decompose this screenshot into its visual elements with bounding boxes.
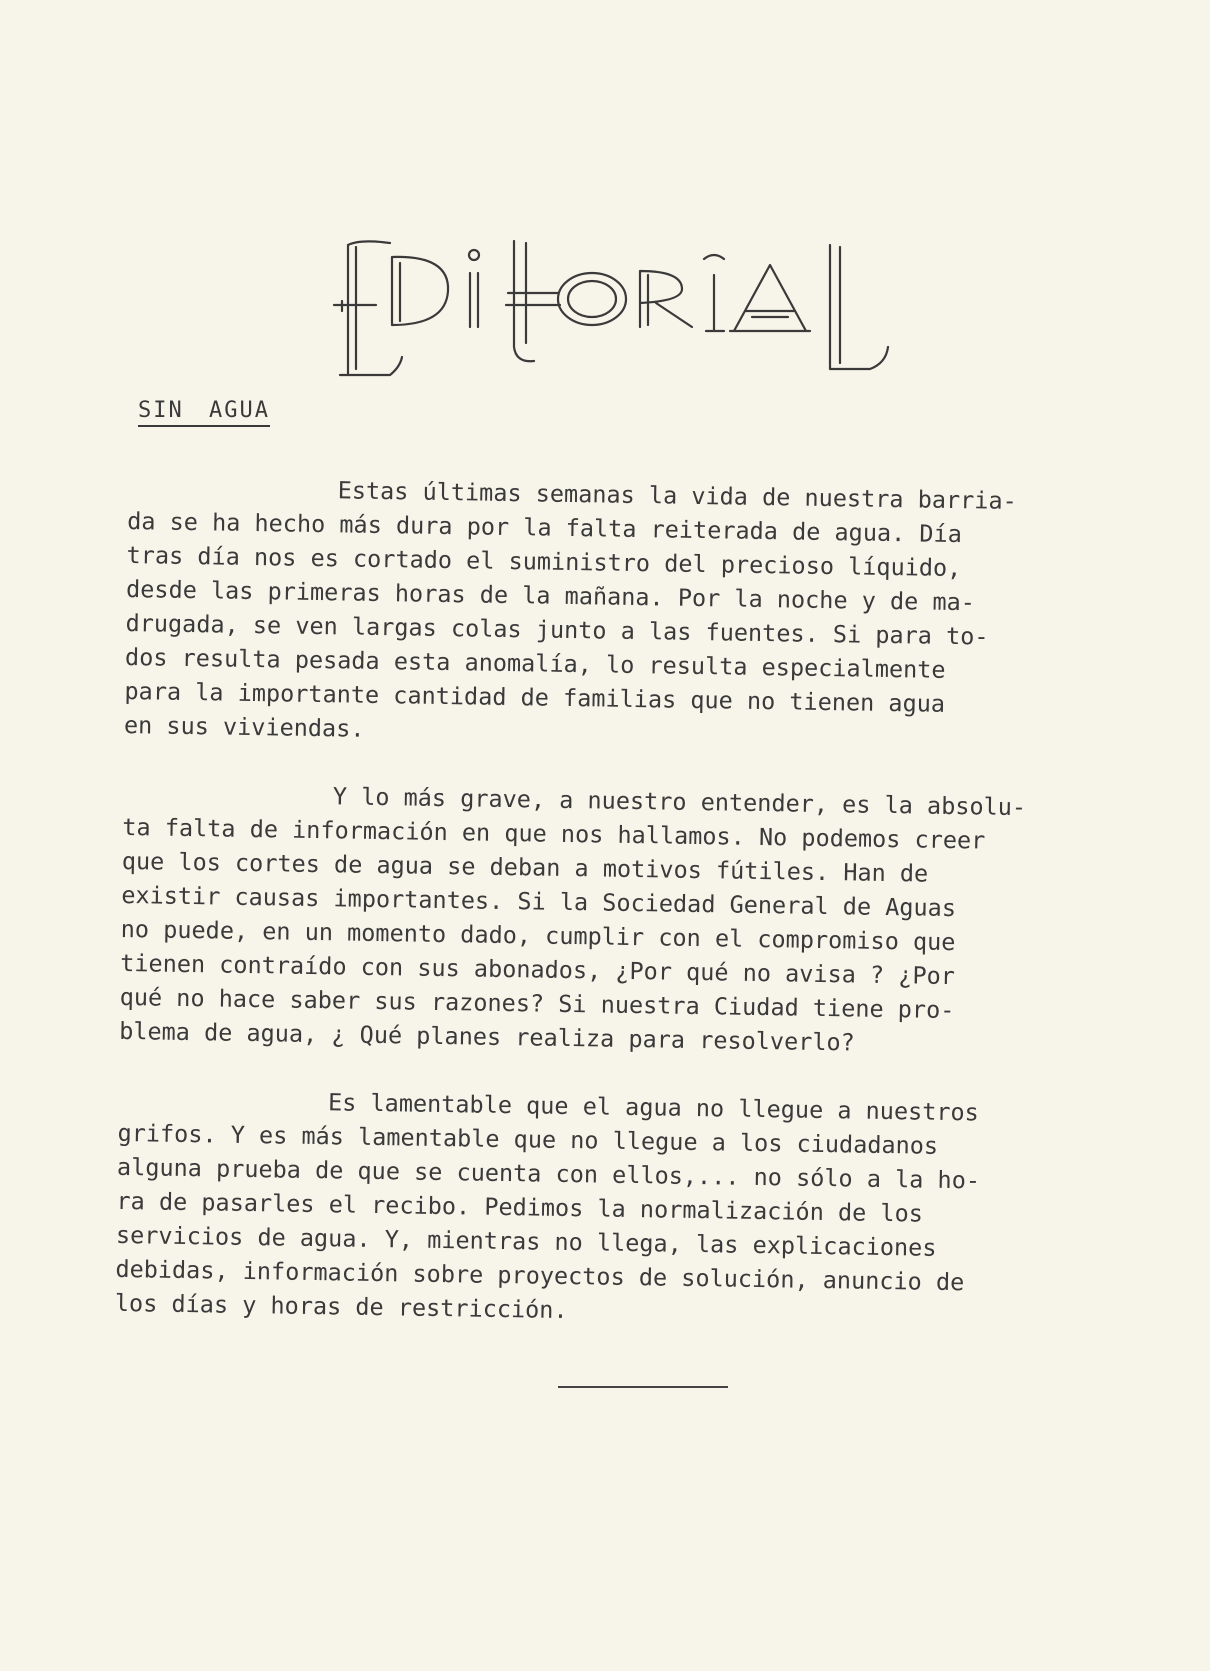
text-line: ta falta de información en que nos hallamos. No podemos creer <box>122 812 986 855</box>
text-line: que los cortes de agua se deban a motivos fútiles. Han de <box>121 846 929 888</box>
text-line: servicios de agua. Y, mientras no llega, las explicaciones <box>115 1220 937 1262</box>
text-line: Es lamentable que el agua no llegue a nuestros <box>327 1088 980 1127</box>
paragraph <box>115 1082 1179 1337</box>
closing-rule <box>558 1386 728 1388</box>
section-title: SIN AGUA <box>138 398 270 427</box>
text-line: debidas, información sobre proyectos de solución, anuncio de <box>115 1254 965 1297</box>
text-line: tienen contraído con sus abonados, ¿Por qué no avisa ? ¿Por <box>120 948 956 991</box>
text-line: qué no hace saber sus razones? Si nuestra Ciudad tiene pro- <box>119 982 955 1025</box>
text-line: Y lo más grave, a nuestro entender, es la absolu- <box>332 782 1027 822</box>
paragraph <box>119 776 1183 1065</box>
text-line: alguna prueba de que se cuenta con ellos,... no sólo a la ho- <box>116 1152 981 1195</box>
text-line: los días y horas de restricción. <box>114 1288 568 1325</box>
masthead-editorial <box>330 235 940 395</box>
editorial-hand-lettering <box>330 235 940 395</box>
text-line: ra de pasarles el recibo. Pedimos la normalización de los <box>116 1186 924 1228</box>
text-line: para la importante cantidad de familias que no tienen agua <box>124 676 946 718</box>
text-line: da se ha hecho más dura por la falta reiterada de agua. Día <box>126 506 963 549</box>
editorial-body <box>114 470 1188 1371</box>
text-line: drugada, se ven largas colas junto a las fuentes. Si para to- <box>125 608 989 651</box>
text-line: no puede, en un momento dado, cumplir con el compromiso que <box>120 914 956 957</box>
text-line: dos resulta pesada esta anomalía, lo resulta especialmente <box>124 642 946 684</box>
text-line: desde las primeras horas de la mañana. Por la noche y de ma- <box>125 574 976 617</box>
text-line: blema de agua, ¿ Qué planes realiza para resolverlo? <box>118 1016 856 1057</box>
text-line: en sus viviendas. <box>123 710 365 743</box>
text-line: grifos. Y es más lamentable que no llegue a los ciudadanos <box>117 1118 939 1160</box>
text-line: tras día nos es cortado el suministro del precioso líquido, <box>126 540 962 583</box>
text-line: Estas últimas semanas la vida de nuestra barria- <box>337 476 1017 515</box>
text-line: existir causas importantes. Si la Sociedad General de Aguas <box>121 880 957 923</box>
paragraph <box>124 470 1188 759</box>
